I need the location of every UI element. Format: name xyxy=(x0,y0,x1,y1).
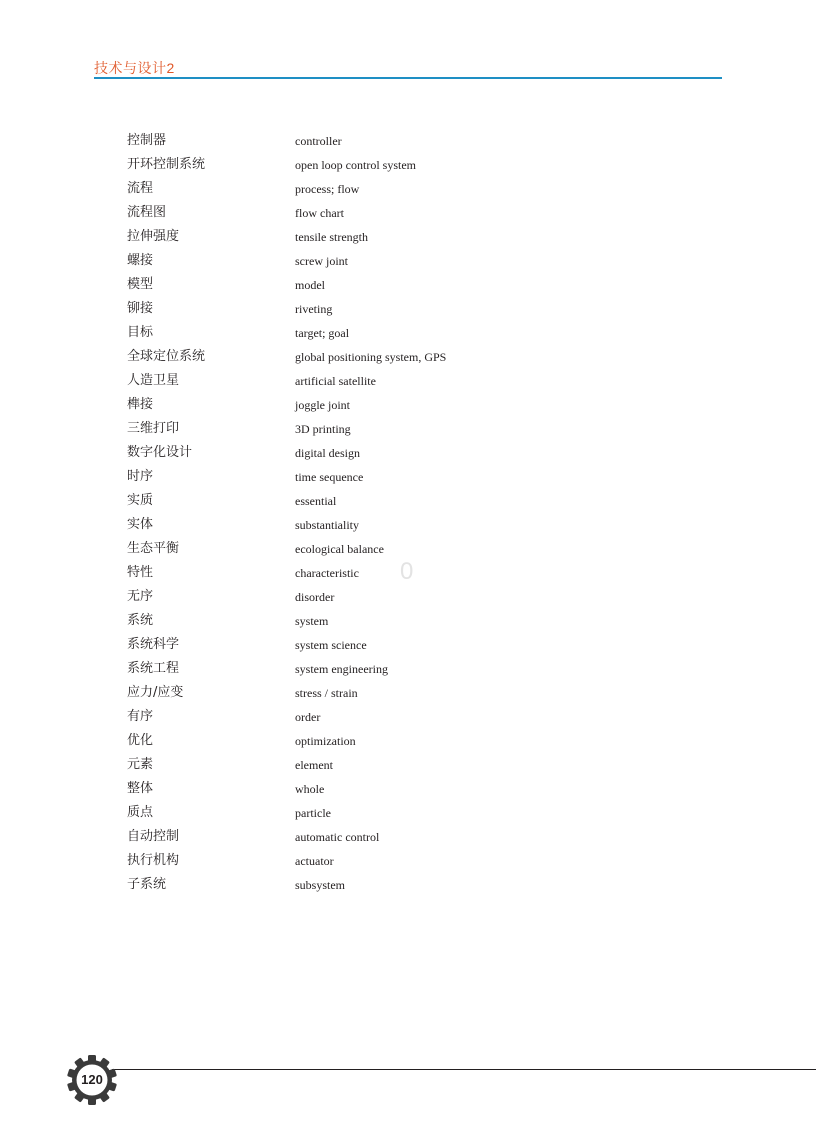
glossary-term-en: digital design xyxy=(295,446,360,460)
glossary-term-en: artificial satellite xyxy=(295,374,376,388)
page-number: 120 xyxy=(81,1072,103,1087)
glossary-row xyxy=(127,849,627,873)
glossary-term-zh: 开环控制系统 xyxy=(127,157,206,172)
glossary-term-zh: 元素 xyxy=(127,757,154,772)
header-rule xyxy=(94,77,722,79)
glossary-term-zh: 系统科学 xyxy=(127,637,180,652)
glossary-term-zh: 质点 xyxy=(127,805,154,820)
glossary-term-zh: 执行机构 xyxy=(127,853,180,868)
glossary-term-en: time sequence xyxy=(295,470,364,484)
glossary-term-zh: 系统 xyxy=(127,613,154,628)
glossary-term-en: ecological balance xyxy=(295,542,384,556)
glossary-list xyxy=(127,129,627,897)
glossary-term-zh: 模型 xyxy=(127,277,154,292)
glossary-row xyxy=(127,225,627,249)
glossary-term-zh: 自动控制 xyxy=(127,829,180,844)
glossary-row xyxy=(127,273,627,297)
glossary-term-zh: 三维打印 xyxy=(127,421,180,436)
glossary-term-zh: 榫接 xyxy=(127,397,154,412)
glossary-row xyxy=(127,249,627,273)
glossary-term-en: joggle joint xyxy=(295,398,350,412)
glossary-term-zh: 特性 xyxy=(127,565,154,580)
glossary-term-zh: 铆接 xyxy=(127,301,154,316)
glossary-term-zh: 数字化设计 xyxy=(127,445,193,460)
glossary-row xyxy=(127,777,627,801)
glossary-term-en: controller xyxy=(295,134,342,148)
glossary-row xyxy=(127,153,627,177)
glossary-row xyxy=(127,513,627,537)
faint-mark: 0 xyxy=(400,558,414,585)
glossary-term-en: essential xyxy=(295,494,337,508)
glossary-row xyxy=(127,465,627,489)
glossary-term-en: stress / strain xyxy=(295,686,358,700)
glossary-term-en: automatic control xyxy=(295,830,380,844)
glossary-row xyxy=(127,753,627,777)
glossary-term-zh: 流程图 xyxy=(127,205,167,220)
glossary-term-zh: 目标 xyxy=(127,325,154,340)
glossary-term-zh: 应力/应变 xyxy=(127,685,184,700)
glossary-row xyxy=(127,633,627,657)
glossary-row xyxy=(127,393,627,417)
glossary-row xyxy=(127,177,627,201)
glossary-term-zh: 控制器 xyxy=(127,133,167,148)
glossary-term-en: global positioning system, GPS xyxy=(295,350,447,364)
glossary-row xyxy=(127,201,627,225)
glossary-term-en: characteristic xyxy=(295,566,359,580)
glossary-row xyxy=(127,369,627,393)
glossary-term-zh: 实质 xyxy=(127,493,154,508)
glossary-term-en: open loop control system xyxy=(295,158,416,172)
glossary-term-en: order xyxy=(295,710,321,724)
glossary-row xyxy=(127,345,627,369)
glossary-row xyxy=(127,321,627,345)
glossary-term-en: whole xyxy=(295,782,325,796)
glossary-term-zh: 拉伸强度 xyxy=(127,229,180,244)
glossary-term-zh: 优化 xyxy=(127,733,154,748)
glossary-term-en: particle xyxy=(295,806,331,820)
glossary-term-zh: 系统工程 xyxy=(127,661,180,676)
glossary-row xyxy=(127,129,627,153)
glossary-term-zh: 无序 xyxy=(127,589,154,604)
glossary-term-zh: 流程 xyxy=(127,181,154,196)
footer-rule xyxy=(112,1069,816,1070)
glossary-row xyxy=(127,609,627,633)
glossary-row xyxy=(127,681,627,705)
glossary-row xyxy=(127,801,627,825)
glossary-row xyxy=(127,585,627,609)
glossary-term-zh: 全球定位系统 xyxy=(127,349,206,364)
glossary-term-en: subsystem xyxy=(295,878,346,892)
glossary-row xyxy=(127,561,627,585)
glossary-term-en: process; flow xyxy=(295,182,360,196)
glossary-row xyxy=(127,489,627,513)
glossary-term-en: model xyxy=(295,278,325,292)
glossary-term-en: system science xyxy=(295,638,367,652)
glossary-term-en: flow chart xyxy=(295,206,344,220)
glossary-row xyxy=(127,825,627,849)
glossary-row xyxy=(127,417,627,441)
glossary-term-en: 3D printing xyxy=(295,422,351,436)
glossary-term-zh: 人造卫星 xyxy=(127,373,180,388)
glossary-term-en: actuator xyxy=(295,854,334,868)
glossary-term-zh: 实体 xyxy=(127,517,154,532)
glossary-term-en: system engineering xyxy=(295,662,388,676)
glossary-term-zh: 生态平衡 xyxy=(127,541,180,556)
glossary-row xyxy=(127,441,627,465)
glossary-term-en: element xyxy=(295,758,333,772)
glossary-term-en: disorder xyxy=(295,590,335,604)
glossary-term-zh: 有序 xyxy=(127,709,154,724)
glossary-term-en: optimization xyxy=(295,734,356,748)
glossary-term-zh: 时序 xyxy=(127,469,154,484)
glossary-term-en: substantiality xyxy=(295,518,359,532)
glossary-term-en: target; goal xyxy=(295,326,350,340)
glossary-row xyxy=(127,657,627,681)
glossary-term-zh: 螺接 xyxy=(127,253,154,268)
glossary-term-en: system xyxy=(295,614,329,628)
glossary-row xyxy=(127,873,627,897)
glossary-row xyxy=(127,297,627,321)
glossary-row xyxy=(127,729,627,753)
glossary-row xyxy=(127,537,627,561)
page-header-title: 技术与设计2 xyxy=(94,60,175,76)
glossary-term-en: riveting xyxy=(295,302,333,316)
glossary-term-en: tensile strength xyxy=(295,230,368,244)
glossary-term-zh: 整体 xyxy=(127,781,154,796)
glossary-term-zh: 子系统 xyxy=(127,877,167,892)
glossary-row xyxy=(127,705,627,729)
glossary-term-en: screw joint xyxy=(295,254,348,268)
